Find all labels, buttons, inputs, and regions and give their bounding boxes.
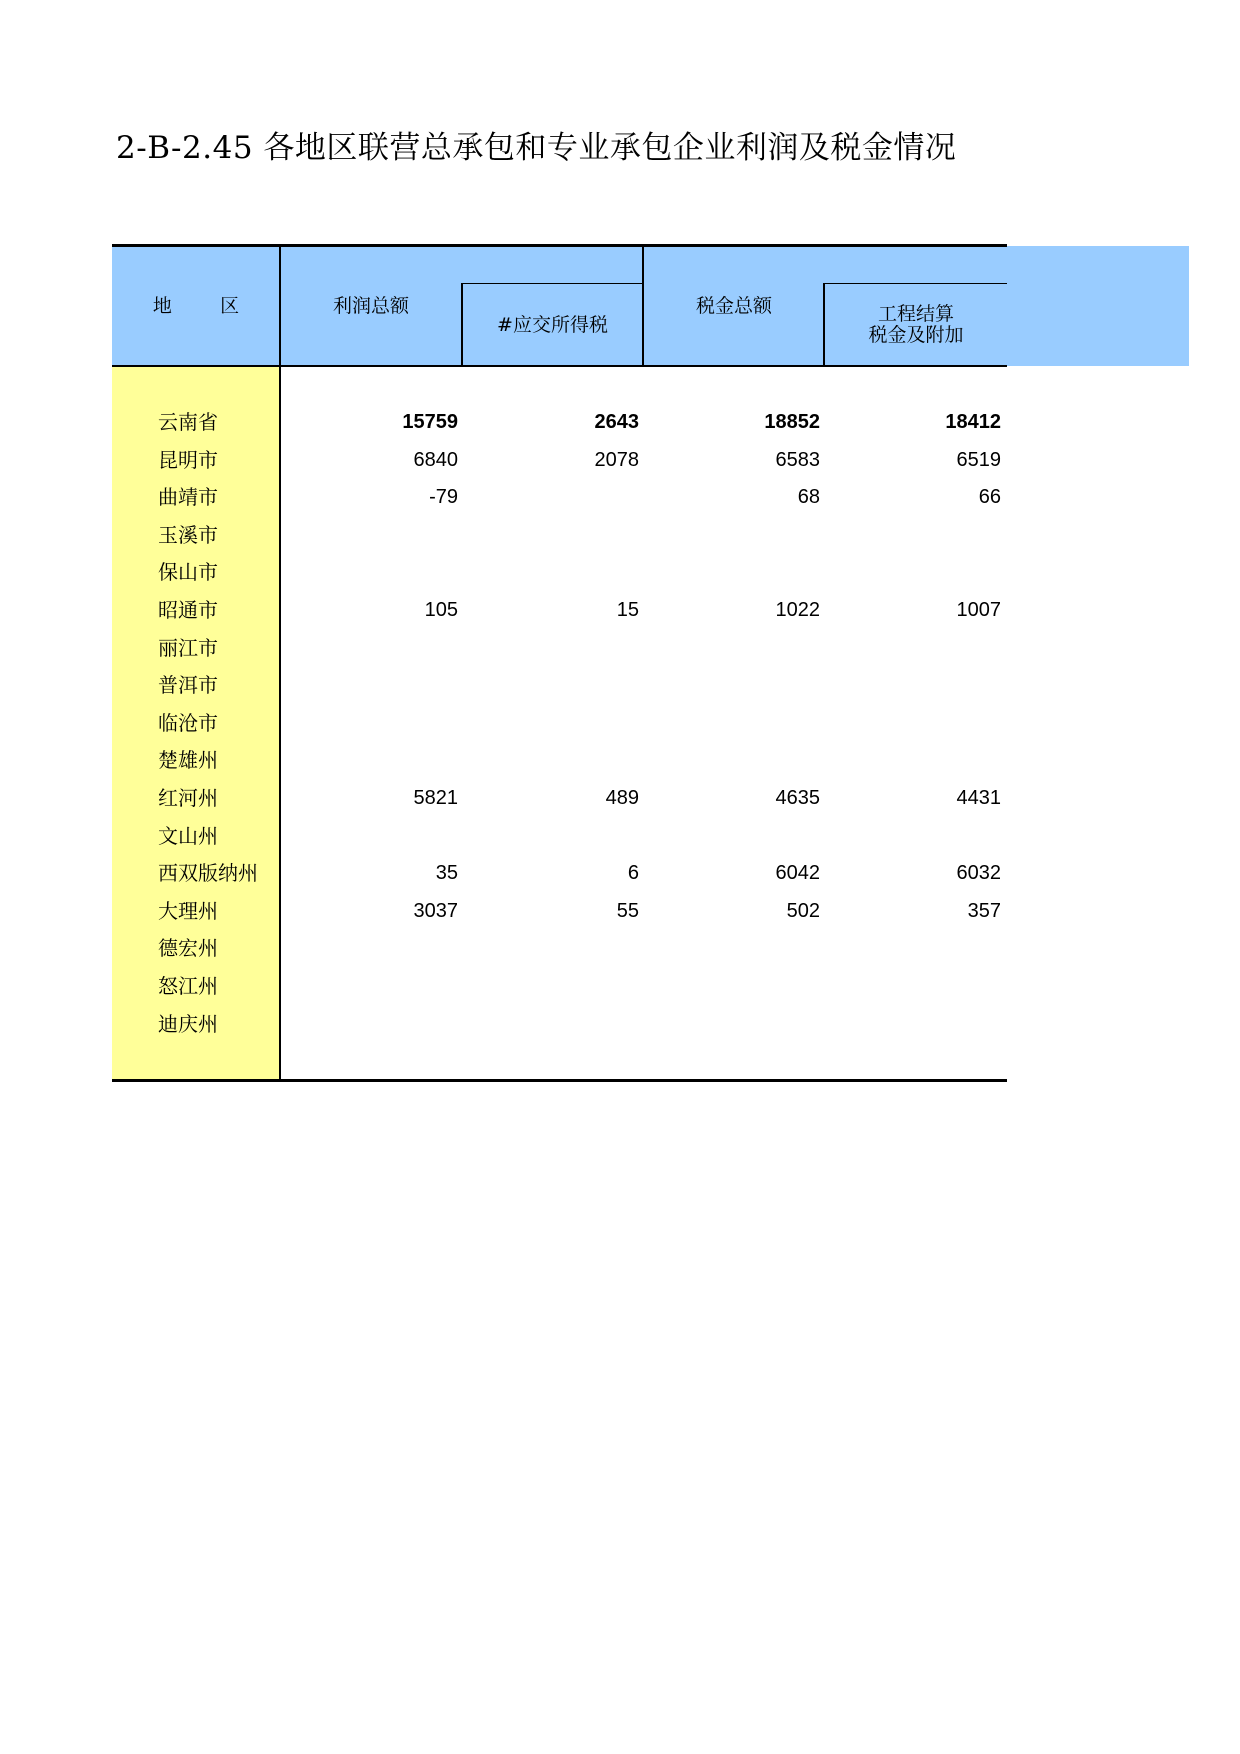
- cell-settlement-tax: 6519: [956, 448, 1001, 471]
- cell-settlement-tax: 6032: [956, 862, 1001, 885]
- income-tax-top-rule: [461, 283, 643, 284]
- cell-tax-total: 4635: [775, 787, 820, 809]
- cell-region: 昭通市: [158, 598, 218, 622]
- region-column-divider: [279, 246, 281, 1080]
- header-bottom-rule: [112, 365, 1007, 367]
- table-top-rule: [112, 244, 1007, 247]
- cell-tax-total: 18852: [764, 411, 820, 433]
- header-income-tax: #应交所得税: [497, 314, 608, 336]
- settlement-tax-top-rule: [823, 283, 1007, 284]
- header-settlement-tax-line2: 税金及附加: [868, 324, 964, 346]
- cell-tax-total: 68: [797, 486, 820, 509]
- cell-income-tax: 55: [616, 899, 639, 922]
- cell-region: 保山市: [158, 560, 218, 585]
- header-settlement-tax-line1: 工程结算: [877, 303, 954, 325]
- cell-income-tax: 15: [616, 599, 639, 621]
- cell-tax-total: 502: [786, 899, 820, 922]
- cell-settlement-tax: 1007: [956, 599, 1001, 621]
- cell-region: 昆明市: [158, 447, 218, 472]
- table-bottom-rule: [112, 1079, 1007, 1082]
- cell-settlement-tax: 66: [978, 486, 1001, 509]
- cell-region: 曲靖市: [158, 485, 218, 510]
- cell-profit-total: 15759: [402, 411, 458, 433]
- cell-region: 迪庆州: [158, 1011, 218, 1036]
- cell-region: 怒江州: [158, 974, 218, 998]
- cell-region: 红河州: [158, 786, 218, 810]
- cell-settlement-tax: 18412: [945, 411, 1001, 433]
- cell-profit-total: 3037: [413, 899, 458, 922]
- cell-income-tax: 6: [627, 862, 639, 885]
- cell-region: 云南省: [158, 410, 218, 434]
- cell-tax-total: 6583: [775, 448, 820, 471]
- cell-tax-total: 6042: [775, 862, 820, 885]
- cell-income-tax: 489: [605, 787, 639, 809]
- header-region: 地 区: [152, 295, 240, 317]
- cell-profit-total: -79: [429, 486, 458, 509]
- cell-profit-total: 5821: [413, 787, 458, 809]
- cell-region: 文山州: [158, 823, 218, 848]
- cell-region: 丽江市: [158, 635, 218, 660]
- cell-settlement-tax: 357: [967, 899, 1001, 922]
- cell-tax-total: 1022: [775, 599, 820, 621]
- cell-region: 临沧市: [158, 710, 218, 735]
- cell-region: 德宏州: [158, 936, 218, 961]
- cell-profit-total: 35: [435, 862, 458, 885]
- cell-region: 普洱市: [158, 673, 218, 698]
- page-title: 2-B-2.45 各地区联营总承包和专业承包企业利润及税金情况: [116, 130, 957, 166]
- cell-income-tax: 2643: [594, 411, 639, 433]
- cell-region: 楚雄州: [158, 748, 218, 773]
- cell-settlement-tax: 4431: [956, 787, 1001, 809]
- cell-region: 西双版纳州: [158, 861, 258, 886]
- cell-region: 大理州: [158, 898, 218, 923]
- cell-region: 玉溪市: [158, 522, 218, 547]
- cell-income-tax: 2078: [594, 448, 639, 471]
- cell-profit-total: 105: [424, 599, 458, 621]
- header-profit-total: 利润总额: [332, 295, 409, 317]
- header-tax-total: 税金总额: [695, 295, 772, 317]
- cell-profit-total: 6840: [413, 448, 458, 471]
